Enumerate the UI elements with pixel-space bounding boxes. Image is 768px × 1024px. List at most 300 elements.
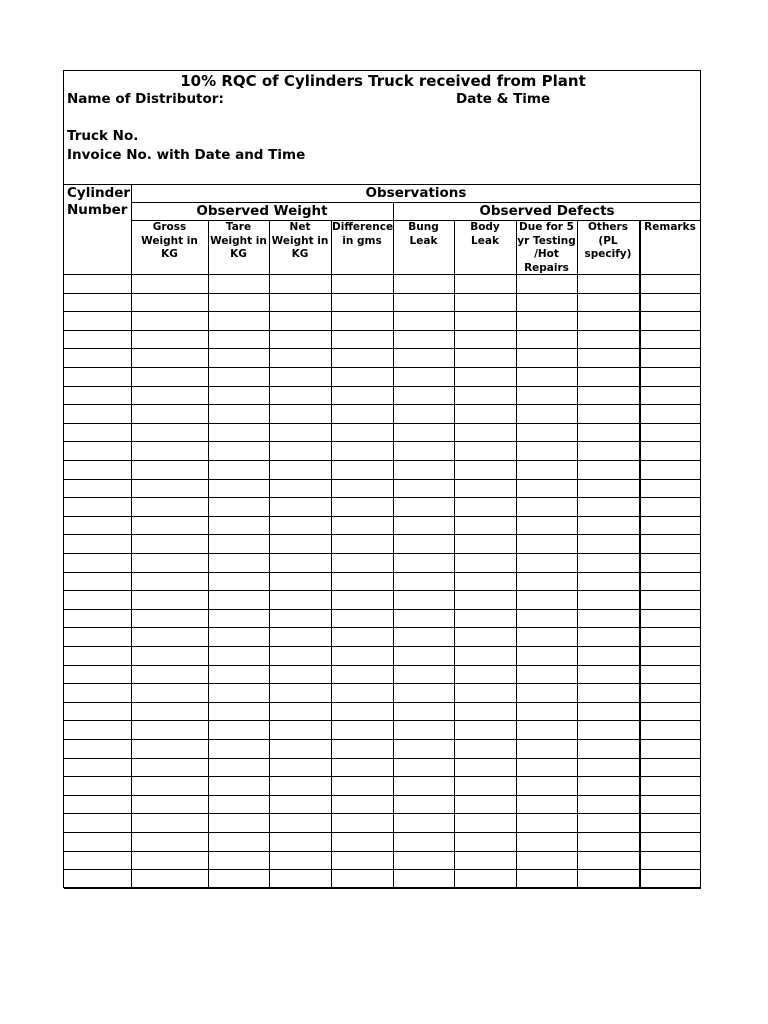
table-cell-tare-weight[interactable] bbox=[209, 517, 269, 535]
table-cell-net-weight[interactable] bbox=[270, 870, 331, 888]
table-cell-remarks[interactable] bbox=[640, 870, 701, 888]
table-cell-bung-leak[interactable] bbox=[394, 405, 454, 423]
table-cell-net-weight[interactable] bbox=[270, 852, 331, 870]
table-cell-body-leak[interactable] bbox=[455, 833, 516, 851]
table-cell-body-leak[interactable] bbox=[455, 647, 516, 665]
table-cell-net-weight[interactable] bbox=[270, 721, 331, 739]
table-cell-difference[interactable] bbox=[332, 814, 393, 832]
table-cell-due-testing[interactable] bbox=[517, 684, 577, 702]
table-cell-due-testing[interactable] bbox=[517, 554, 577, 572]
table-cell-others[interactable] bbox=[578, 517, 639, 535]
table-cell-due-testing[interactable] bbox=[517, 759, 577, 777]
table-cell-bung-leak[interactable] bbox=[394, 647, 454, 665]
table-cell-difference[interactable] bbox=[332, 870, 393, 888]
cylinder-number-cell[interactable] bbox=[65, 833, 131, 851]
table-cell-gross-weight[interactable] bbox=[132, 517, 208, 535]
table-cell-gross-weight[interactable] bbox=[132, 387, 208, 405]
table-cell-due-testing[interactable] bbox=[517, 628, 577, 646]
table-cell-others[interactable] bbox=[578, 852, 639, 870]
cylinder-number-cell[interactable] bbox=[65, 480, 131, 498]
table-cell-net-weight[interactable] bbox=[270, 535, 331, 553]
table-cell-gross-weight[interactable] bbox=[132, 405, 208, 423]
table-cell-remarks[interactable] bbox=[640, 703, 701, 721]
table-cell-gross-weight[interactable] bbox=[132, 870, 208, 888]
table-cell-bung-leak[interactable] bbox=[394, 814, 454, 832]
table-cell-net-weight[interactable] bbox=[270, 647, 331, 665]
table-cell-others[interactable] bbox=[578, 554, 639, 572]
table-cell-others[interactable] bbox=[578, 796, 639, 814]
table-cell-tare-weight[interactable] bbox=[209, 591, 269, 609]
table-cell-due-testing[interactable] bbox=[517, 666, 577, 684]
table-cell-net-weight[interactable] bbox=[270, 628, 331, 646]
table-cell-others[interactable] bbox=[578, 535, 639, 553]
table-cell-due-testing[interactable] bbox=[517, 294, 577, 312]
table-cell-others[interactable] bbox=[578, 647, 639, 665]
cylinder-number-cell[interactable] bbox=[65, 796, 131, 814]
table-cell-bung-leak[interactable] bbox=[394, 740, 454, 758]
table-cell-remarks[interactable] bbox=[640, 833, 701, 851]
table-cell-net-weight[interactable] bbox=[270, 814, 331, 832]
table-cell-bung-leak[interactable] bbox=[394, 759, 454, 777]
table-cell-net-weight[interactable] bbox=[270, 387, 331, 405]
table-cell-tare-weight[interactable] bbox=[209, 740, 269, 758]
table-cell-gross-weight[interactable] bbox=[132, 684, 208, 702]
table-cell-body-leak[interactable] bbox=[455, 387, 516, 405]
table-cell-difference[interactable] bbox=[332, 759, 393, 777]
table-cell-body-leak[interactable] bbox=[455, 870, 516, 888]
table-cell-difference[interactable] bbox=[332, 349, 393, 367]
table-cell-body-leak[interactable] bbox=[455, 852, 516, 870]
table-cell-body-leak[interactable] bbox=[455, 628, 516, 646]
cylinder-number-cell[interactable] bbox=[65, 573, 131, 591]
table-cell-due-testing[interactable] bbox=[517, 331, 577, 349]
cylinder-number-cell[interactable] bbox=[65, 331, 131, 349]
table-cell-difference[interactable] bbox=[332, 703, 393, 721]
cylinder-number-cell[interactable] bbox=[65, 517, 131, 535]
table-cell-gross-weight[interactable] bbox=[132, 833, 208, 851]
table-cell-bung-leak[interactable] bbox=[394, 870, 454, 888]
table-cell-difference[interactable] bbox=[332, 666, 393, 684]
table-cell-difference[interactable] bbox=[332, 647, 393, 665]
table-cell-body-leak[interactable] bbox=[455, 405, 516, 423]
table-cell-tare-weight[interactable] bbox=[209, 721, 269, 739]
table-cell-others[interactable] bbox=[578, 331, 639, 349]
table-cell-net-weight[interactable] bbox=[270, 480, 331, 498]
table-cell-bung-leak[interactable] bbox=[394, 703, 454, 721]
table-cell-body-leak[interactable] bbox=[455, 368, 516, 386]
table-cell-gross-weight[interactable] bbox=[132, 721, 208, 739]
table-cell-net-weight[interactable] bbox=[270, 368, 331, 386]
table-cell-others[interactable] bbox=[578, 703, 639, 721]
table-cell-difference[interactable] bbox=[332, 498, 393, 516]
table-cell-gross-weight[interactable] bbox=[132, 368, 208, 386]
table-cell-difference[interactable] bbox=[332, 610, 393, 628]
table-cell-due-testing[interactable] bbox=[517, 405, 577, 423]
table-cell-difference[interactable] bbox=[332, 721, 393, 739]
table-cell-net-weight[interactable] bbox=[270, 833, 331, 851]
cylinder-number-cell[interactable] bbox=[65, 275, 131, 293]
table-cell-body-leak[interactable] bbox=[455, 535, 516, 553]
table-cell-bung-leak[interactable] bbox=[394, 610, 454, 628]
table-cell-difference[interactable] bbox=[332, 424, 393, 442]
table-cell-body-leak[interactable] bbox=[455, 591, 516, 609]
table-cell-bung-leak[interactable] bbox=[394, 628, 454, 646]
table-cell-due-testing[interactable] bbox=[517, 312, 577, 330]
table-cell-gross-weight[interactable] bbox=[132, 740, 208, 758]
table-cell-bung-leak[interactable] bbox=[394, 684, 454, 702]
table-cell-body-leak[interactable] bbox=[455, 666, 516, 684]
table-cell-difference[interactable] bbox=[332, 796, 393, 814]
table-cell-bung-leak[interactable] bbox=[394, 833, 454, 851]
table-cell-remarks[interactable] bbox=[640, 424, 701, 442]
table-cell-due-testing[interactable] bbox=[517, 833, 577, 851]
table-cell-others[interactable] bbox=[578, 461, 639, 479]
table-cell-bung-leak[interactable] bbox=[394, 480, 454, 498]
table-cell-remarks[interactable] bbox=[640, 721, 701, 739]
table-cell-others[interactable] bbox=[578, 628, 639, 646]
table-cell-difference[interactable] bbox=[332, 852, 393, 870]
cylinder-number-cell[interactable] bbox=[65, 628, 131, 646]
table-cell-others[interactable] bbox=[578, 387, 639, 405]
table-cell-gross-weight[interactable] bbox=[132, 294, 208, 312]
table-cell-due-testing[interactable] bbox=[517, 442, 577, 460]
table-cell-gross-weight[interactable] bbox=[132, 275, 208, 293]
table-cell-body-leak[interactable] bbox=[455, 684, 516, 702]
table-cell-due-testing[interactable] bbox=[517, 852, 577, 870]
table-cell-others[interactable] bbox=[578, 442, 639, 460]
table-cell-tare-weight[interactable] bbox=[209, 777, 269, 795]
table-cell-tare-weight[interactable] bbox=[209, 424, 269, 442]
table-cell-due-testing[interactable] bbox=[517, 387, 577, 405]
table-cell-body-leak[interactable] bbox=[455, 740, 516, 758]
table-cell-body-leak[interactable] bbox=[455, 721, 516, 739]
table-cell-remarks[interactable] bbox=[640, 368, 701, 386]
table-cell-tare-weight[interactable] bbox=[209, 442, 269, 460]
table-cell-due-testing[interactable] bbox=[517, 610, 577, 628]
table-cell-remarks[interactable] bbox=[640, 666, 701, 684]
table-cell-others[interactable] bbox=[578, 610, 639, 628]
table-cell-gross-weight[interactable] bbox=[132, 759, 208, 777]
table-cell-remarks[interactable] bbox=[640, 814, 701, 832]
table-cell-bung-leak[interactable] bbox=[394, 368, 454, 386]
table-cell-body-leak[interactable] bbox=[455, 814, 516, 832]
table-cell-difference[interactable] bbox=[332, 387, 393, 405]
table-cell-net-weight[interactable] bbox=[270, 517, 331, 535]
table-cell-remarks[interactable] bbox=[640, 517, 701, 535]
table-cell-remarks[interactable] bbox=[640, 480, 701, 498]
table-cell-others[interactable] bbox=[578, 759, 639, 777]
cylinder-number-cell[interactable] bbox=[65, 610, 131, 628]
table-cell-remarks[interactable] bbox=[640, 349, 701, 367]
cylinder-number-cell[interactable] bbox=[65, 721, 131, 739]
cylinder-number-cell[interactable] bbox=[65, 535, 131, 553]
table-cell-due-testing[interactable] bbox=[517, 368, 577, 386]
table-cell-remarks[interactable] bbox=[640, 591, 701, 609]
table-cell-tare-weight[interactable] bbox=[209, 573, 269, 591]
table-cell-body-leak[interactable] bbox=[455, 331, 516, 349]
table-cell-others[interactable] bbox=[578, 498, 639, 516]
table-cell-remarks[interactable] bbox=[640, 852, 701, 870]
table-cell-bung-leak[interactable] bbox=[394, 461, 454, 479]
table-cell-bung-leak[interactable] bbox=[394, 387, 454, 405]
table-cell-bung-leak[interactable] bbox=[394, 666, 454, 684]
table-cell-tare-weight[interactable] bbox=[209, 312, 269, 330]
cylinder-number-cell[interactable] bbox=[65, 294, 131, 312]
table-cell-difference[interactable] bbox=[332, 777, 393, 795]
table-cell-net-weight[interactable] bbox=[270, 312, 331, 330]
table-cell-tare-weight[interactable] bbox=[209, 628, 269, 646]
table-cell-due-testing[interactable] bbox=[517, 647, 577, 665]
table-cell-net-weight[interactable] bbox=[270, 442, 331, 460]
table-cell-bung-leak[interactable] bbox=[394, 312, 454, 330]
table-cell-difference[interactable] bbox=[332, 535, 393, 553]
table-cell-gross-weight[interactable] bbox=[132, 628, 208, 646]
table-cell-net-weight[interactable] bbox=[270, 777, 331, 795]
table-cell-difference[interactable] bbox=[332, 312, 393, 330]
table-cell-net-weight[interactable] bbox=[270, 294, 331, 312]
table-cell-difference[interactable] bbox=[332, 740, 393, 758]
table-cell-gross-weight[interactable] bbox=[132, 796, 208, 814]
table-cell-gross-weight[interactable] bbox=[132, 498, 208, 516]
table-cell-bung-leak[interactable] bbox=[394, 721, 454, 739]
cylinder-number-cell[interactable] bbox=[65, 387, 131, 405]
cylinder-number-cell[interactable] bbox=[65, 368, 131, 386]
table-cell-difference[interactable] bbox=[332, 461, 393, 479]
cylinder-number-cell[interactable] bbox=[65, 349, 131, 367]
table-cell-body-leak[interactable] bbox=[455, 294, 516, 312]
table-cell-gross-weight[interactable] bbox=[132, 554, 208, 572]
table-cell-tare-weight[interactable] bbox=[209, 647, 269, 665]
table-cell-bung-leak[interactable] bbox=[394, 852, 454, 870]
cylinder-number-cell[interactable] bbox=[65, 405, 131, 423]
table-cell-tare-weight[interactable] bbox=[209, 852, 269, 870]
table-cell-tare-weight[interactable] bbox=[209, 368, 269, 386]
table-cell-others[interactable] bbox=[578, 368, 639, 386]
table-cell-gross-weight[interactable] bbox=[132, 852, 208, 870]
table-cell-gross-weight[interactable] bbox=[132, 312, 208, 330]
table-cell-bung-leak[interactable] bbox=[394, 294, 454, 312]
table-cell-due-testing[interactable] bbox=[517, 591, 577, 609]
table-cell-difference[interactable] bbox=[332, 573, 393, 591]
table-cell-tare-weight[interactable] bbox=[209, 796, 269, 814]
table-cell-gross-weight[interactable] bbox=[132, 573, 208, 591]
table-cell-body-leak[interactable] bbox=[455, 498, 516, 516]
table-cell-difference[interactable] bbox=[332, 517, 393, 535]
table-cell-tare-weight[interactable] bbox=[209, 480, 269, 498]
cylinder-number-cell[interactable] bbox=[65, 814, 131, 832]
table-cell-due-testing[interactable] bbox=[517, 796, 577, 814]
table-cell-gross-weight[interactable] bbox=[132, 349, 208, 367]
table-cell-bung-leak[interactable] bbox=[394, 442, 454, 460]
table-cell-body-leak[interactable] bbox=[455, 573, 516, 591]
table-cell-others[interactable] bbox=[578, 684, 639, 702]
table-cell-difference[interactable] bbox=[332, 833, 393, 851]
table-cell-tare-weight[interactable] bbox=[209, 331, 269, 349]
table-cell-tare-weight[interactable] bbox=[209, 498, 269, 516]
table-cell-body-leak[interactable] bbox=[455, 424, 516, 442]
table-cell-gross-weight[interactable] bbox=[132, 814, 208, 832]
table-cell-body-leak[interactable] bbox=[455, 759, 516, 777]
table-cell-difference[interactable] bbox=[332, 554, 393, 572]
table-cell-net-weight[interactable] bbox=[270, 498, 331, 516]
table-cell-body-leak[interactable] bbox=[455, 777, 516, 795]
table-cell-remarks[interactable] bbox=[640, 498, 701, 516]
table-cell-others[interactable] bbox=[578, 349, 639, 367]
table-cell-remarks[interactable] bbox=[640, 610, 701, 628]
table-cell-tare-weight[interactable] bbox=[209, 814, 269, 832]
table-cell-body-leak[interactable] bbox=[455, 610, 516, 628]
cylinder-number-cell[interactable] bbox=[65, 312, 131, 330]
table-cell-tare-weight[interactable] bbox=[209, 870, 269, 888]
table-cell-bung-leak[interactable] bbox=[394, 554, 454, 572]
table-cell-remarks[interactable] bbox=[640, 796, 701, 814]
table-cell-tare-weight[interactable] bbox=[209, 387, 269, 405]
table-cell-others[interactable] bbox=[578, 777, 639, 795]
cylinder-number-cell[interactable] bbox=[65, 461, 131, 479]
table-cell-body-leak[interactable] bbox=[455, 349, 516, 367]
table-cell-gross-weight[interactable] bbox=[132, 610, 208, 628]
cylinder-number-cell[interactable] bbox=[65, 684, 131, 702]
table-cell-net-weight[interactable] bbox=[270, 349, 331, 367]
table-cell-net-weight[interactable] bbox=[270, 703, 331, 721]
table-cell-others[interactable] bbox=[578, 740, 639, 758]
table-cell-remarks[interactable] bbox=[640, 275, 701, 293]
table-cell-remarks[interactable] bbox=[640, 628, 701, 646]
table-cell-body-leak[interactable] bbox=[455, 517, 516, 535]
table-cell-remarks[interactable] bbox=[640, 759, 701, 777]
table-cell-body-leak[interactable] bbox=[455, 275, 516, 293]
table-cell-bung-leak[interactable] bbox=[394, 535, 454, 553]
cylinder-number-cell[interactable] bbox=[65, 703, 131, 721]
table-cell-remarks[interactable] bbox=[640, 535, 701, 553]
table-cell-due-testing[interactable] bbox=[517, 535, 577, 553]
table-cell-tare-weight[interactable] bbox=[209, 759, 269, 777]
table-cell-body-leak[interactable] bbox=[455, 480, 516, 498]
table-cell-gross-weight[interactable] bbox=[132, 480, 208, 498]
cylinder-number-cell[interactable] bbox=[65, 870, 131, 888]
table-cell-remarks[interactable] bbox=[640, 740, 701, 758]
table-cell-body-leak[interactable] bbox=[455, 796, 516, 814]
cylinder-number-cell[interactable] bbox=[65, 424, 131, 442]
table-cell-remarks[interactable] bbox=[640, 312, 701, 330]
table-cell-tare-weight[interactable] bbox=[209, 554, 269, 572]
table-cell-due-testing[interactable] bbox=[517, 517, 577, 535]
table-cell-gross-weight[interactable] bbox=[132, 535, 208, 553]
table-cell-difference[interactable] bbox=[332, 294, 393, 312]
table-cell-net-weight[interactable] bbox=[270, 591, 331, 609]
table-cell-remarks[interactable] bbox=[640, 387, 701, 405]
table-cell-due-testing[interactable] bbox=[517, 498, 577, 516]
table-cell-others[interactable] bbox=[578, 666, 639, 684]
table-cell-due-testing[interactable] bbox=[517, 275, 577, 293]
table-cell-difference[interactable] bbox=[332, 405, 393, 423]
table-cell-due-testing[interactable] bbox=[517, 814, 577, 832]
cylinder-number-cell[interactable] bbox=[65, 647, 131, 665]
table-cell-net-weight[interactable] bbox=[270, 666, 331, 684]
table-cell-difference[interactable] bbox=[332, 591, 393, 609]
table-cell-due-testing[interactable] bbox=[517, 721, 577, 739]
table-cell-gross-weight[interactable] bbox=[132, 666, 208, 684]
table-cell-due-testing[interactable] bbox=[517, 573, 577, 591]
table-cell-gross-weight[interactable] bbox=[132, 461, 208, 479]
table-cell-tare-weight[interactable] bbox=[209, 294, 269, 312]
cylinder-number-cell[interactable] bbox=[65, 591, 131, 609]
table-cell-tare-weight[interactable] bbox=[209, 535, 269, 553]
table-cell-due-testing[interactable] bbox=[517, 461, 577, 479]
cylinder-number-cell[interactable] bbox=[65, 442, 131, 460]
table-cell-bung-leak[interactable] bbox=[394, 573, 454, 591]
table-cell-difference[interactable] bbox=[332, 480, 393, 498]
table-cell-remarks[interactable] bbox=[640, 331, 701, 349]
table-cell-bung-leak[interactable] bbox=[394, 796, 454, 814]
table-cell-tare-weight[interactable] bbox=[209, 405, 269, 423]
table-cell-bung-leak[interactable] bbox=[394, 591, 454, 609]
table-cell-remarks[interactable] bbox=[640, 442, 701, 460]
table-cell-others[interactable] bbox=[578, 870, 639, 888]
table-cell-due-testing[interactable] bbox=[517, 703, 577, 721]
table-cell-remarks[interactable] bbox=[640, 647, 701, 665]
table-cell-tare-weight[interactable] bbox=[209, 684, 269, 702]
cylinder-number-cell[interactable] bbox=[65, 554, 131, 572]
table-cell-due-testing[interactable] bbox=[517, 740, 577, 758]
table-cell-tare-weight[interactable] bbox=[209, 666, 269, 684]
table-cell-gross-weight[interactable] bbox=[132, 647, 208, 665]
cylinder-number-cell[interactable] bbox=[65, 666, 131, 684]
table-cell-tare-weight[interactable] bbox=[209, 703, 269, 721]
table-cell-bung-leak[interactable] bbox=[394, 424, 454, 442]
table-cell-gross-weight[interactable] bbox=[132, 591, 208, 609]
table-cell-net-weight[interactable] bbox=[270, 461, 331, 479]
table-cell-bung-leak[interactable] bbox=[394, 498, 454, 516]
table-cell-bung-leak[interactable] bbox=[394, 777, 454, 795]
table-cell-others[interactable] bbox=[578, 480, 639, 498]
table-cell-tare-weight[interactable] bbox=[209, 275, 269, 293]
table-cell-others[interactable] bbox=[578, 591, 639, 609]
table-cell-bung-leak[interactable] bbox=[394, 331, 454, 349]
table-cell-body-leak[interactable] bbox=[455, 442, 516, 460]
table-cell-due-testing[interactable] bbox=[517, 870, 577, 888]
table-cell-others[interactable] bbox=[578, 294, 639, 312]
table-cell-net-weight[interactable] bbox=[270, 573, 331, 591]
table-cell-others[interactable] bbox=[578, 814, 639, 832]
table-cell-bung-leak[interactable] bbox=[394, 517, 454, 535]
table-cell-gross-weight[interactable] bbox=[132, 442, 208, 460]
table-cell-remarks[interactable] bbox=[640, 554, 701, 572]
table-cell-others[interactable] bbox=[578, 833, 639, 851]
table-cell-difference[interactable] bbox=[332, 628, 393, 646]
table-cell-due-testing[interactable] bbox=[517, 480, 577, 498]
table-cell-bung-leak[interactable] bbox=[394, 275, 454, 293]
table-cell-difference[interactable] bbox=[332, 331, 393, 349]
table-cell-gross-weight[interactable] bbox=[132, 424, 208, 442]
cylinder-number-cell[interactable] bbox=[65, 852, 131, 870]
table-cell-due-testing[interactable] bbox=[517, 424, 577, 442]
table-cell-difference[interactable] bbox=[332, 684, 393, 702]
table-cell-others[interactable] bbox=[578, 424, 639, 442]
table-cell-difference[interactable] bbox=[332, 442, 393, 460]
table-cell-others[interactable] bbox=[578, 721, 639, 739]
cylinder-number-cell[interactable] bbox=[65, 777, 131, 795]
table-cell-others[interactable] bbox=[578, 405, 639, 423]
table-cell-remarks[interactable] bbox=[640, 294, 701, 312]
table-cell-body-leak[interactable] bbox=[455, 703, 516, 721]
table-cell-others[interactable] bbox=[578, 275, 639, 293]
table-cell-net-weight[interactable] bbox=[270, 405, 331, 423]
table-cell-remarks[interactable] bbox=[640, 461, 701, 479]
table-cell-net-weight[interactable] bbox=[270, 796, 331, 814]
table-cell-gross-weight[interactable] bbox=[132, 703, 208, 721]
table-cell-remarks[interactable] bbox=[640, 573, 701, 591]
